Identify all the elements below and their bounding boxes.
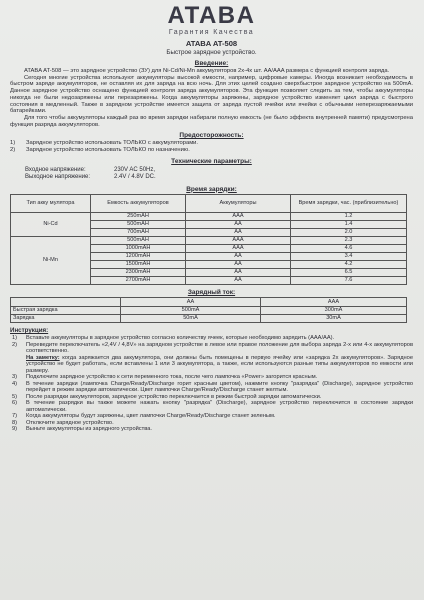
battery-size-cell: AA: [186, 253, 291, 261]
brand-name: ATABA: [167, 2, 256, 29]
intro-paragraph-3: Для того чтобы аккумуляторы каждый раз во время зарядки набирали полную емкость (не было эффекта внутренней памяти) предусмотрена функция разряда аккумуляторов.: [10, 114, 413, 128]
caution-item-number: 2): [10, 147, 16, 154]
instruction-step: [10, 342, 413, 355]
battery-size-cell: AA: [186, 228, 291, 236]
caution-item: [10, 147, 413, 154]
charge-time-cell: 2.3: [291, 236, 407, 244]
step-number: 2): [12, 341, 18, 348]
battery-size-cell: AA: [186, 261, 291, 269]
instruction-step: [10, 381, 413, 394]
step-text: Переведите переключатель «2,4V / 4,8V» на зарядном устройстве в левое или правое положение для выбора заряда 2-х или 4-х аккумуляторов соответственно.: [26, 341, 413, 355]
step-number: 3): [12, 374, 18, 381]
step-text: После разрядки аккумуляторов, зарядное устройство переключается в режим быстрой зарядки автоматически.: [26, 393, 322, 400]
capacity-cell: 500mAH: [91, 236, 186, 244]
instructions-list: [10, 335, 413, 433]
current-aaa: 300mA: [261, 306, 407, 314]
model-title: ATABA AT-508: [185, 39, 238, 48]
charge-time-cell: 7.6: [291, 277, 407, 285]
capacity-cell: 2300mAH: [91, 269, 186, 277]
charge-time-cell: 4.6: [291, 244, 407, 252]
charge-time-cell: 2.0: [291, 228, 407, 236]
intro-paragraph-2: Сегодня многие устройства используют аккумуляторы высокой емкости, например, цифровые камеры. Иногда возникает необходимость в быстром заряде аккумуляторов, не оставляя их для заряда на всю ночь. Для этих целей создано сверхбыстрое зарядное устройство на 500mA. Данное зарядное устройство оснащено функцией контроля заряда аккумуляторов. Эта функция позволяет следить за тем, чтобы аккумуляторы никогда не были недозаряжены или перезаряжены. Когда аккумуляторы заряжены, зарядное устройство изменяет цикл заряда с быстрого состояния в медленный. Также в зарядном устройстве имеется защита от заряда пустой ячейки или ячейки с обычными неперезаряжаемыми батарейками.: [10, 74, 413, 115]
capacity-cell: 1200mAH: [91, 253, 186, 261]
step-number: 6): [12, 400, 18, 407]
step-number: [10, 355, 26, 375]
tech-specs: [10, 167, 413, 181]
column-header: Тип акку мулятора: [11, 194, 91, 212]
charge-time-cell: 1.2: [291, 212, 407, 220]
spec-row-output: [10, 174, 413, 181]
current-aa: 500mA: [121, 306, 261, 314]
step-number: 1): [12, 335, 18, 342]
caution-list: [10, 140, 413, 154]
capacity-cell: 2700mAH: [91, 277, 186, 285]
battery-type-cell: Ni-Cd: [11, 212, 91, 236]
caution-item-text: Зарядное устройство использовать ТОЛЬКО с аккумуляторами.: [26, 140, 199, 147]
output-voltage-label: Выходное напряжение:: [25, 174, 91, 181]
capacity-cell: 1500mAH: [91, 261, 186, 269]
instruction-step: [10, 355, 413, 375]
step-text-wrap: [26, 381, 413, 394]
tech-heading: Технические параметры:: [171, 158, 252, 166]
column-header: Время зарядки, час. (приблизительно): [291, 194, 407, 212]
brand-logo: [10, 0, 413, 36]
capacity-cell: 250mAH: [91, 212, 186, 220]
battery-size-cell: AAA: [186, 236, 291, 244]
step-text: В течение разрядки вы также можете нажать кнопку "разрядка" (Discharge), зарядное устройство переключится в состояние зарядки автоматически.: [26, 400, 413, 413]
step-text: когда заряжается два аккумулятора, они должны быть помещены в первую ячейку или «зарядка 2х аккумуляторов». Зарядное устройство не будет работать, если вставлены 1 или 3 аккумулятора, а также, если используются разные типы аккумуляторов по емкости или размеру.: [26, 354, 413, 374]
step-text: В течение зарядки (лампочка Charge/Ready/Discharge горит красным цветом), нажмите кнопку "разрядка" (Discharge), зарядное устройство перейдет в режим зарядки автоматически. Цвет лампочки Charge/Ready/Discharge станет желтым.: [26, 380, 413, 394]
table-row: [11, 314, 407, 322]
step-text: Подключите зарядное устройство к сети переменного тока, после чего лампочка «Power» загорится красным.: [26, 374, 318, 381]
step-text-wrap: [26, 426, 413, 433]
capacity-cell: 500mAH: [91, 220, 186, 228]
charge-time-cell: 6.5: [291, 269, 407, 277]
charge-time-cell: 3.4: [291, 253, 407, 261]
note-label: На заметку:: [26, 354, 60, 361]
caution-item-number: 1): [10, 140, 16, 147]
mode-label: Зарядка: [11, 314, 121, 322]
charging-current-table: [10, 297, 407, 323]
instructions-heading: Инструкция:: [10, 327, 49, 335]
current-header-row: [11, 298, 407, 306]
caution-heading: Предосторожность:: [179, 132, 244, 140]
step-text: Когда аккумуляторы будут заряжены, цвет лампочки Charge/Ready/Discharge станет зеленым.: [26, 413, 276, 420]
step-number: 8): [12, 419, 18, 426]
battery-type-cell: Ni-Mn: [11, 236, 91, 285]
battery-size-cell: AA: [186, 269, 291, 277]
charge-time-body: [11, 212, 407, 285]
table-row: [11, 236, 407, 244]
charge-time-heading: Время зарядки:: [186, 185, 237, 193]
charge-time-header-row: [11, 194, 407, 212]
brand-tagline: Гарантия Качества: [168, 29, 255, 36]
charge-time-cell: 4.2: [291, 261, 407, 269]
instruction-step: [10, 426, 413, 433]
column-header: [11, 298, 121, 306]
input-voltage-value: 230V AC 50Hz,: [114, 167, 156, 174]
spec-row-input: [10, 167, 413, 174]
column-header: AA: [121, 298, 261, 306]
step-text-wrap: [26, 342, 413, 355]
capacity-cell: 700mAH: [91, 228, 186, 236]
instruction-step: [10, 400, 413, 413]
current-aaa: 30mA: [261, 314, 407, 322]
step-number: 4): [12, 380, 18, 387]
battery-size-cell: AA: [186, 220, 291, 228]
step-text-wrap: [26, 400, 413, 413]
output-voltage-value: 2.4V / 4.8V DC.: [114, 174, 156, 181]
battery-size-cell: AA: [186, 277, 291, 285]
step-text: Выньте аккумуляторы из зарядного устройства.: [26, 426, 152, 433]
table-row: [11, 306, 407, 314]
step-text: Вставьте аккумуляторы в зарядное устройство согласно количеству ячеек, которые необходимо зарядить (AAA/AA).: [26, 335, 335, 342]
charge-time-cell: 1.4: [291, 220, 407, 228]
step-number: 5): [12, 393, 18, 400]
battery-size-cell: AAA: [186, 244, 291, 252]
caution-item-text: Зарядное устройство использовать ТОЛЬКО по назначению.: [26, 147, 190, 154]
step-text-wrap: [26, 355, 413, 375]
column-header: Аккумуляторы: [186, 194, 291, 212]
current-heading: Зарядный ток:: [187, 289, 236, 297]
battery-size-cell: AAA: [186, 212, 291, 220]
current-aa: 50mA: [121, 314, 261, 322]
intro-heading: Введение:: [194, 60, 229, 67]
step-number: 7): [12, 413, 18, 420]
column-header: Емкость аккумуляторов: [91, 194, 186, 212]
capacity-cell: 1000mAH: [91, 244, 186, 252]
table-row: [11, 212, 407, 220]
step-text: Отключите зарядное устройство.: [26, 419, 114, 426]
column-header: AAA: [261, 298, 407, 306]
input-voltage-label: Входное напряжение:: [25, 167, 86, 174]
charge-time-table: [10, 194, 407, 286]
intro-paragraph-1: ATABA AT-508 — это зарядное устройство (ЗУ) для Ni-Cd/Ni-Mn аккумуляторов 2х-4х шт. AA/AAA размера с функцией контроля заряда.: [24, 68, 390, 74]
step-number: 9): [12, 426, 18, 433]
document-subtitle: Быстрое зарядное устройство.: [166, 49, 257, 56]
mode-label: Быстрая зарядка: [11, 306, 121, 314]
